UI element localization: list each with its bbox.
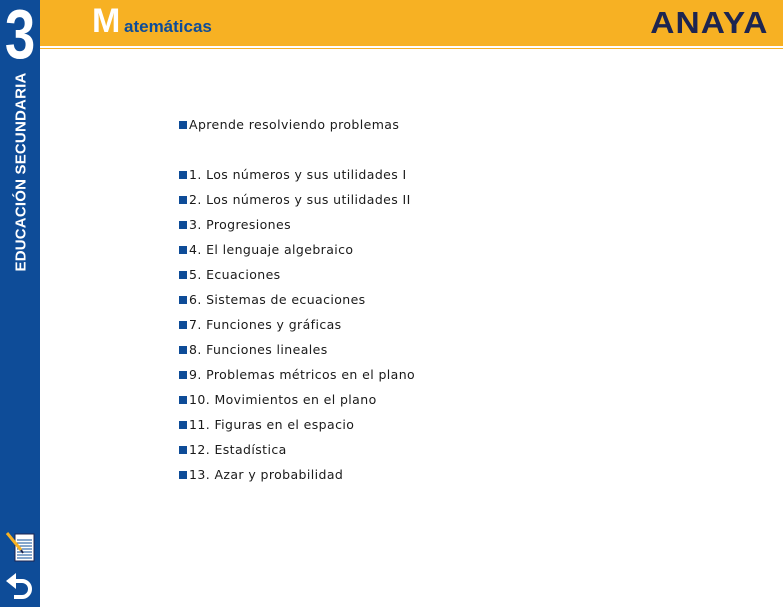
header-divider	[40, 44, 783, 46]
menu-item-label: 5. Ecuaciones	[189, 267, 281, 282]
square-bullet-icon	[179, 321, 187, 329]
menu-item-label: Aprende resolviendo problemas	[189, 117, 400, 132]
menu-item-label: 6. Sistemas de ecuaciones	[189, 292, 366, 307]
menu-item-label: 10. Movimientos en el plano	[189, 392, 377, 407]
menu-item-unit-7[interactable]	[179, 317, 342, 333]
subject-title: atemáticas	[124, 17, 212, 36]
square-bullet-icon	[179, 196, 187, 204]
menu-item-label: 11. Figuras en el espacio	[189, 417, 355, 432]
square-bullet-icon	[179, 271, 187, 279]
education-level-label: EDUCACIÓN SECUNDARIA	[12, 72, 30, 272]
menu-item-label: 4. El lenguaje algebraico	[189, 242, 354, 257]
square-bullet-icon	[179, 296, 187, 304]
square-bullet-icon	[179, 396, 187, 404]
sidebar	[0, 0, 40, 607]
menu-item-unit-5[interactable]	[179, 267, 281, 283]
menu-item-label: 13. Azar y probabilidad	[189, 467, 344, 482]
menu-item-label: 2. Los números y sus utilidades II	[189, 192, 411, 207]
menu-item-unit-10[interactable]	[179, 392, 377, 408]
header-divider-thin	[40, 48, 783, 49]
menu-item-unit-8[interactable]	[179, 342, 328, 358]
menu-item-intro[interactable]	[179, 117, 399, 133]
menu-item-label: 7. Funciones y gráficas	[189, 317, 342, 332]
menu-item-unit-2[interactable]	[179, 192, 411, 208]
menu-item-unit-11[interactable]	[179, 417, 354, 433]
square-bullet-icon	[179, 171, 187, 179]
return-arrow-icon[interactable]	[5, 571, 35, 601]
menu-item-label: 3. Progresiones	[189, 217, 291, 232]
square-bullet-icon	[179, 121, 187, 129]
menu-item-label: 12. Estadística	[189, 442, 287, 457]
menu-item-label: 8. Funciones lineales	[189, 342, 328, 357]
square-bullet-icon	[179, 221, 187, 229]
notepad-pencil-icon[interactable]	[6, 531, 36, 563]
menu-item-unit-9[interactable]	[179, 367, 415, 383]
square-bullet-icon	[179, 246, 187, 254]
square-bullet-icon	[179, 471, 187, 479]
menu-item-unit-6[interactable]	[179, 292, 366, 308]
menu-item-unit-12[interactable]	[179, 442, 287, 458]
menu-item-label: 1. Los números y sus utilidades I	[189, 167, 407, 182]
square-bullet-icon	[179, 421, 187, 429]
square-bullet-icon	[179, 346, 187, 354]
menu-item-unit-4[interactable]	[179, 242, 353, 258]
grade-number: 3	[4, 0, 36, 73]
square-bullet-icon	[179, 371, 187, 379]
menu-item-unit-3[interactable]	[179, 217, 291, 233]
menu-item-unit-13[interactable]	[179, 467, 343, 483]
menu-item-unit-1[interactable]	[179, 167, 407, 183]
menu-item-label: 9. Problemas métricos en el plano	[189, 367, 416, 382]
square-bullet-icon	[179, 446, 187, 454]
publisher-logo: ANAYA	[650, 5, 769, 40]
subject-title-initial: M	[92, 2, 121, 40]
